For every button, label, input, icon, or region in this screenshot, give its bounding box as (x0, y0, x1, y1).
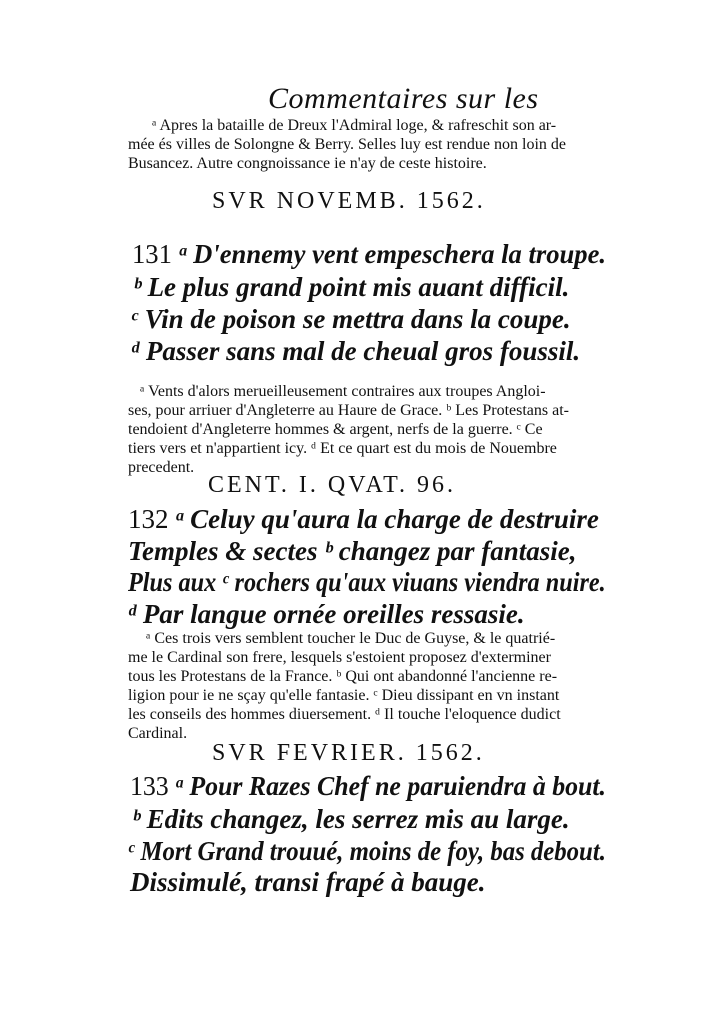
section-heading-centurie: CENT. I. QVAT. 96. (208, 472, 456, 498)
running-title: Commentaires sur les (268, 82, 539, 115)
verse-line-3: ᶜ Vin de poison se mettra dans la coupe. (131, 304, 571, 334)
section-heading-novembre: SVR NOVEMB. 1562. (212, 188, 486, 214)
verse-line-1 (128, 503, 599, 536)
verse-line-2: Temples & sectes ᵇ changez par fantasie, (128, 536, 577, 566)
verse-line-4: ᵈ Par langue ornée oreilles ressasie. (128, 599, 525, 629)
verse-text: ᵃ D'ennemy vent empeschera la troupe. (178, 239, 607, 269)
note-line: tendoient d'Angleterre hommes & argent, nerfs de la guerre. ᶜ Ce (128, 421, 543, 438)
section-heading-fevrier: SVR FEVRIER. 1562. (212, 740, 485, 766)
verse-number: 133 (130, 771, 169, 801)
note-line: les conseils des hommes diuersement. ᵈ Il touche l'eloquence dudict (128, 706, 561, 723)
note-line: mée és villes de Solongne & Berry. Selles luy est rendue non loin de (128, 136, 566, 153)
verse-number: 131 (132, 239, 172, 269)
note-line: tous les Protestans de la France. ᵇ Qui ont abandonné l'ancienne re- (128, 668, 558, 685)
verse-text: ᵃ Pour Razes Chef ne paruiendra à bout. (175, 771, 606, 801)
verse-line-2: ᵇ Edits changez, les serrez mis au large. (132, 804, 570, 834)
verse-line-4: Dissimulé, transi frapé à bauge. (130, 867, 486, 897)
verse-text: ᵃ Celuy qu'aura la charge de destruire (175, 504, 599, 534)
verse-line-2: ᵇ Le plus grand point mis auant difficil. (133, 272, 570, 302)
note-line: ᵃ Ces trois vers semblent toucher le Duc de Guyse, & le quatrié- (146, 630, 556, 647)
note-line: Busancez. Autre congnoissance ie n'ay de ceste histoire. (128, 155, 487, 172)
verse-line-3: Plus aux ᶜ rochers qu'aux viuans viendra nuire. (128, 567, 606, 597)
verse-number: 132 (128, 504, 169, 534)
verse-line-1 (132, 238, 606, 271)
note-line: ᵃ Apres la bataille de Dreux l'Admiral loge, & rafreschit son ar- (152, 117, 557, 134)
note-line: ligion pour ie ne sçay qu'elle fantasie. ᶜ Dieu dissipant en vn instant (128, 687, 560, 704)
note-line: Cardinal. (128, 725, 188, 742)
note-line: ᵃ Vents d'alors merueilleusement contraires aux troupes Angloi- (140, 383, 546, 400)
note-line: me le Cardinal son frere, lesquels s'estoient proposez d'exterminer (128, 649, 551, 666)
note-line: ses, pour arriuer d'Angleterre au Haure de Grace. ᵇ Les Protestans at- (128, 402, 569, 419)
note-line: precedent. (128, 459, 195, 476)
verse-line-1 (130, 770, 606, 803)
note-line: tiers vers et n'appartient icy. ᵈ Et ce quart est du mois de Nouembre (128, 440, 557, 457)
verse-line-3: ᶜ Mort Grand trouué, moins de foy, bas debout. (128, 836, 606, 866)
verse-line-4: ᵈ Passer sans mal de cheual gros foussil. (131, 336, 581, 366)
